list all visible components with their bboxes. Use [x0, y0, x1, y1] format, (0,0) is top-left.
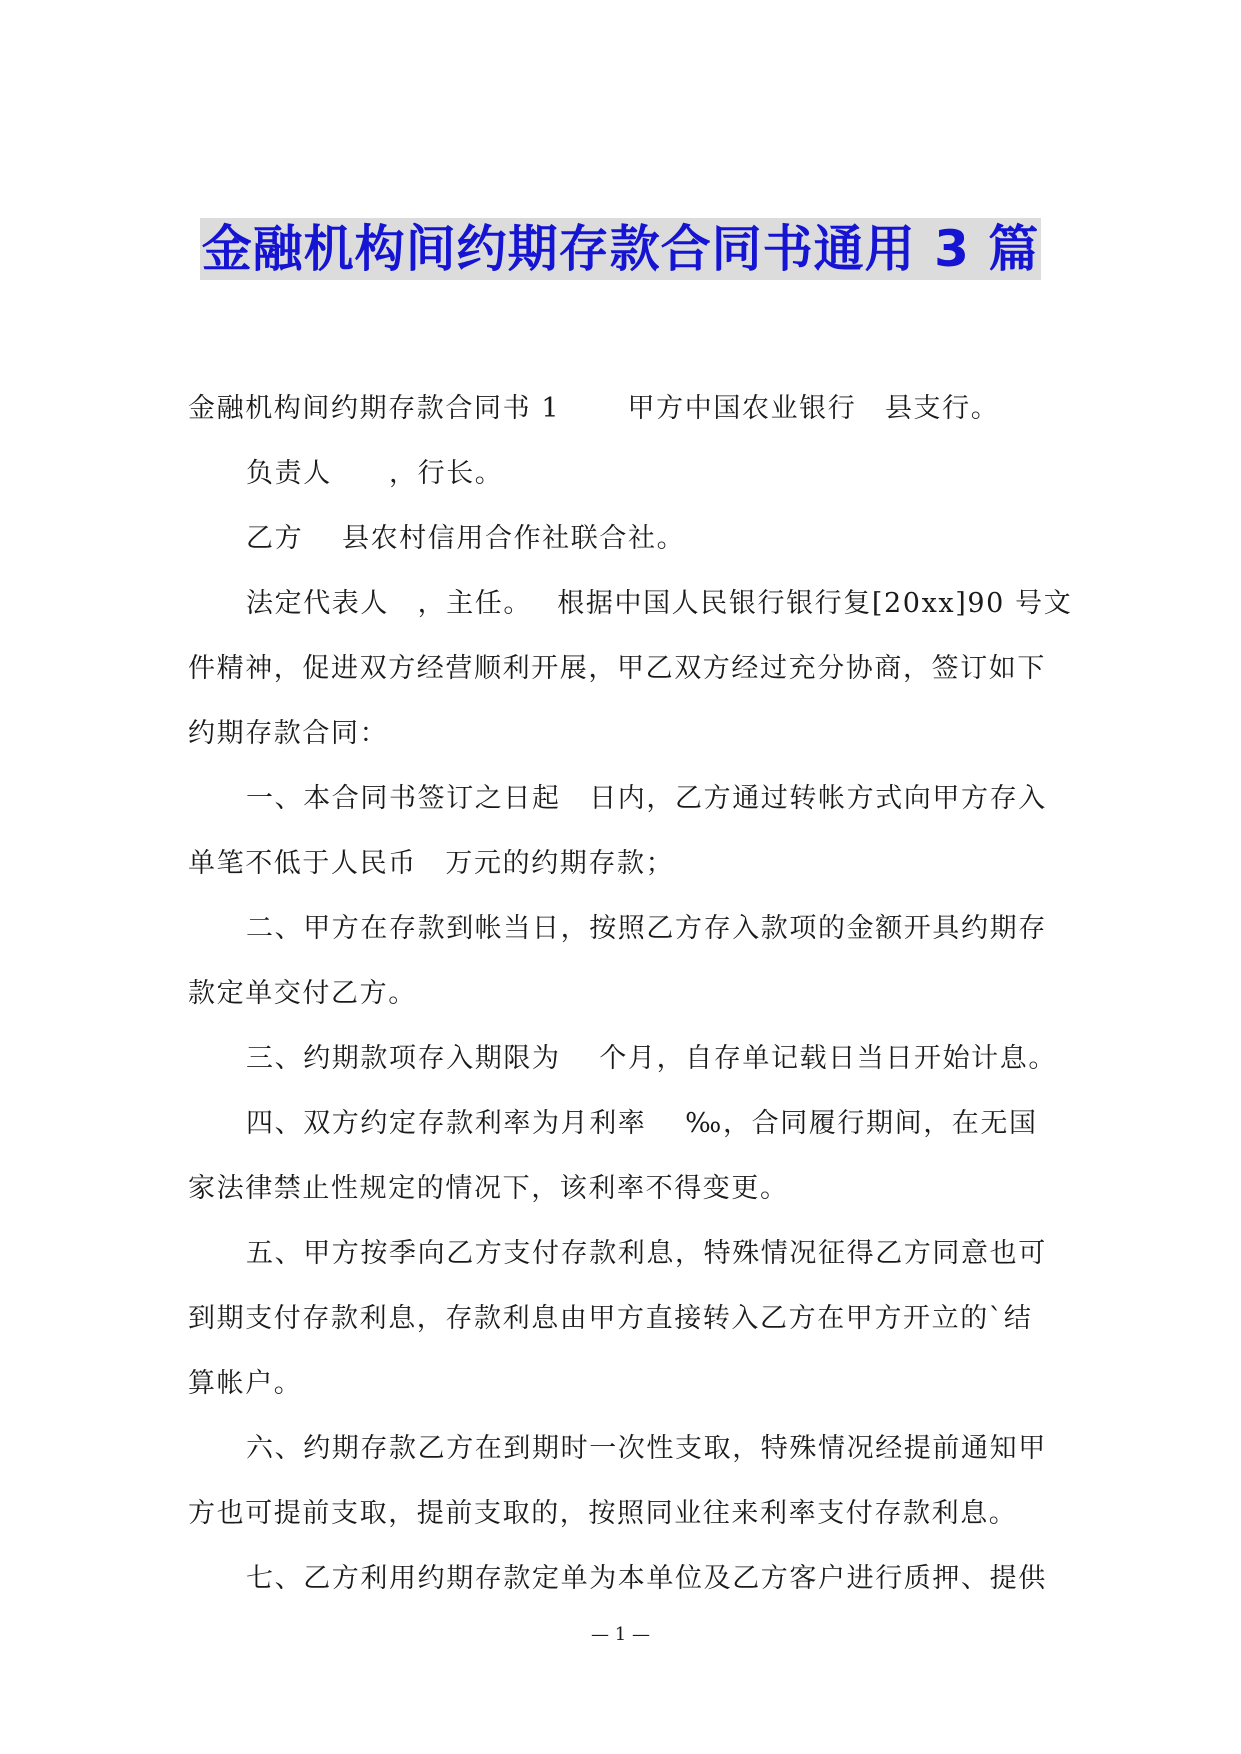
- paragraph-line: 法定代表人 ，主任。 根据中国人民银行银行复[20xx]90 号文: [246, 588, 1073, 619]
- document-title: 金融机构间约期存款合同书通用 3 篇: [201, 220, 1040, 278]
- paragraph-line: 到期支付存款利息，存款利息由甲方直接转入乙方在甲方开立的`结: [188, 1303, 1033, 1334]
- paragraph-line: 方也可提前支取，提前支取的，按照同业往来利率支付存款利息。: [188, 1498, 1018, 1529]
- paragraph-line: 算帐户。: [188, 1368, 303, 1399]
- paragraph-line: 一、本合同书签订之日起 日内，乙方通过转帐方式向甲方存入: [246, 783, 1047, 814]
- paragraph-line: 六、约期存款乙方在到期时一次性支取，特殊情况经提前通知甲: [246, 1433, 1047, 1464]
- paragraph-line: 单笔不低于人民币 万元的约期存款；: [188, 848, 675, 879]
- paragraph-line: 款定单交付乙方。: [188, 978, 417, 1009]
- paragraph-line: 家法律禁止性规定的情况下，该利率不得变更。: [188, 1173, 789, 1204]
- paragraph-line: 金融机构间约期存款合同书 1 甲方中国农业银行 县支行。: [188, 393, 1000, 424]
- paragraph-line: 乙方 县农村信用合作社联合社。: [246, 523, 686, 554]
- paragraph-line: 三、约期款项存入期限为 个月，自存单记载日当日开始计息。: [246, 1043, 1057, 1074]
- paragraph-line: 约期存款合同：: [188, 718, 389, 749]
- paragraph-line: 七、乙方利用约期存款定单为本单位及乙方客户进行质押、提供: [246, 1563, 1047, 1594]
- document-body: [188, 386, 1073, 1621]
- paragraph-line: 五、甲方按季向乙方支付存款利息，特殊情况征得乙方同意也可: [246, 1238, 1047, 1269]
- page-number: — 1 —: [591, 1624, 650, 1645]
- paragraph-line: 负责人 ，行长。: [246, 458, 504, 489]
- paragraph-line: 四、双方约定存款利率为月利率 ‰，合同履行期间，在无国: [246, 1108, 1038, 1139]
- title-container: [0, 218, 1241, 280]
- paragraph-line: 二、甲方在存款到帐当日，按照乙方存入款项的金额开具约期存: [246, 913, 1047, 944]
- paragraph-line: 件精神，促进双方经营顺利开展，甲乙双方经过充分协商，签订如下: [188, 653, 1046, 684]
